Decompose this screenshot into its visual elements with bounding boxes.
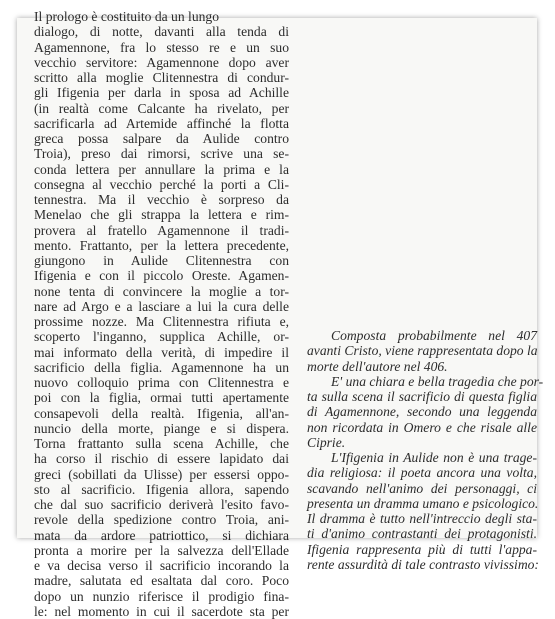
text-line: sacrificarla ad Artemide affinché la flotta: [34, 115, 289, 131]
book-page: [17, 9, 544, 619]
text-line: provera al fratello Agamennone il tradi-: [34, 222, 289, 238]
text-line: giungono in Aulide Clitennestra con: [34, 253, 289, 268]
text-line: greca possa salpare da Aulide contro: [34, 131, 289, 146]
text-line: nuovo colloquio prima con Clitennestra e: [34, 375, 289, 390]
text-line: Menelao che gli strappa la lettera e rim-: [34, 207, 289, 223]
text-line: dia religiosa: il poeta ancora una volta,: [307, 465, 537, 481]
text-line: madre, salutata ed esaltata dal coro. Poco: [34, 573, 289, 589]
text-line: presenta un dramma umano e psicologico.: [307, 495, 539, 511]
text-line: Composta probabilmente nel 407: [331, 328, 537, 343]
text-line: pronta a morire per la salvezza dell'Ellade: [34, 542, 289, 558]
text-line: Il dramma è tutto nell'intreccio degli sta-: [307, 511, 537, 526]
text-line: scoperto l'inganno, supplica Achille, or-: [34, 329, 289, 345]
text-line: scritto alla moglie Clitennestra di condur-: [34, 70, 289, 85]
text-line: mata da ardore patriottico, si dichiara: [34, 527, 289, 543]
text-line: morte dell'autore nel 406.: [307, 358, 448, 374]
text-line: di Agamennone, secondo una leggenda: [307, 404, 537, 420]
text-line: dialogo, di notte, davanti alla tenda di: [34, 24, 289, 40]
text-line: non ricordata in Omero e che risale alle: [307, 419, 537, 435]
text-line: nare ad Argo e a lasciare a lui la cura delle: [34, 298, 289, 314]
text-line: prossime nozze. Ma Clitennestra rifiuta e,: [34, 314, 289, 329]
text-line: vecchio servitore: Agamennone dopo aver: [34, 54, 289, 70]
left-text-column: [34, 9, 289, 619]
text-line: tennestra. Ma il vecchio è sorpreso da: [34, 192, 289, 207]
text-line: Ifigenia e con il piccolo Oreste. Agamen-: [34, 268, 289, 284]
text-line: E' una chiara e bella tragedia che por-: [331, 373, 544, 389]
text-line: Ifigenia rappresenta più di tutti l'appa-: [307, 541, 537, 557]
text-line: che dal suo sacrificio deriverà l'esito favo-: [34, 497, 289, 512]
text-line: Torna frattanto sulla scena Achille, che: [34, 436, 289, 451]
text-line: consegna al vecchio perché la porti a Cli-: [34, 176, 289, 192]
text-line: ta sulla scena il sacrificio di questa figlia: [307, 389, 537, 404]
text-line: Troia), preso dai rimorsi, scrive una se-: [34, 146, 289, 162]
right-text-column: [307, 328, 544, 572]
text-line: consapevoli della realtà. Ifigenia, all'an-: [34, 405, 289, 421]
text-line: Ciprie.: [307, 434, 346, 450]
text-line: e va decisa verso il sacrificio incorando la: [34, 558, 289, 573]
text-line: sto al sacrificio. Ifigenia allora, sapendo: [34, 481, 289, 497]
text-line: scavando nell'animo dei personaggi, ci: [307, 480, 537, 496]
text-line: avanti Cristo, viene rappresentata dopo la: [307, 343, 538, 359]
text-line: Agamennone, fra lo stesso re e un suo: [34, 39, 289, 55]
text-line: nuncio della morte, piange e si dispera.: [34, 420, 289, 436]
text-line: revole della spedizione contro Troia, ani-: [34, 512, 289, 528]
text-line: le: nel momento in cui il sacerdote sta per: [34, 603, 289, 619]
text-line: ha corso il rischio di essere lapidato dai: [34, 451, 289, 467]
text-line: Il prologo è costituito da un lungo: [34, 9, 220, 24]
text-line: gli Ifigenia per darla in sposa ad Achille: [34, 85, 289, 101]
text-line: rente assurdità di tale contrasto vivissimo:: [307, 556, 539, 572]
text-line: mai informato della verità, di impedire il: [34, 344, 289, 360]
text-line: dopo un nunzio riferisce il prodigio fina-: [34, 588, 289, 604]
text-line: L'Ifigenia in Aulide non è una trage-: [331, 450, 537, 465]
text-line: mento. Frattanto, per la lettera precedente,: [34, 237, 289, 253]
text-line: sacrificio della figlia. Agamennone ha un: [34, 359, 289, 375]
text-line: (in realtà come Calcante ha rivelato, per: [34, 100, 289, 116]
text-line: conda lettera per annullare la prima e la: [34, 161, 289, 177]
text-line: poi con la figlia, ormai tutti apertamente: [34, 390, 289, 406]
text-line: none tenta di convincere la moglie a tor-: [34, 283, 289, 299]
text-line: greci (sobillati da Ulisse) per essersi oppo-: [34, 466, 289, 482]
text-line: ti d'animo contrastanti dei protagonisti.: [307, 526, 537, 542]
